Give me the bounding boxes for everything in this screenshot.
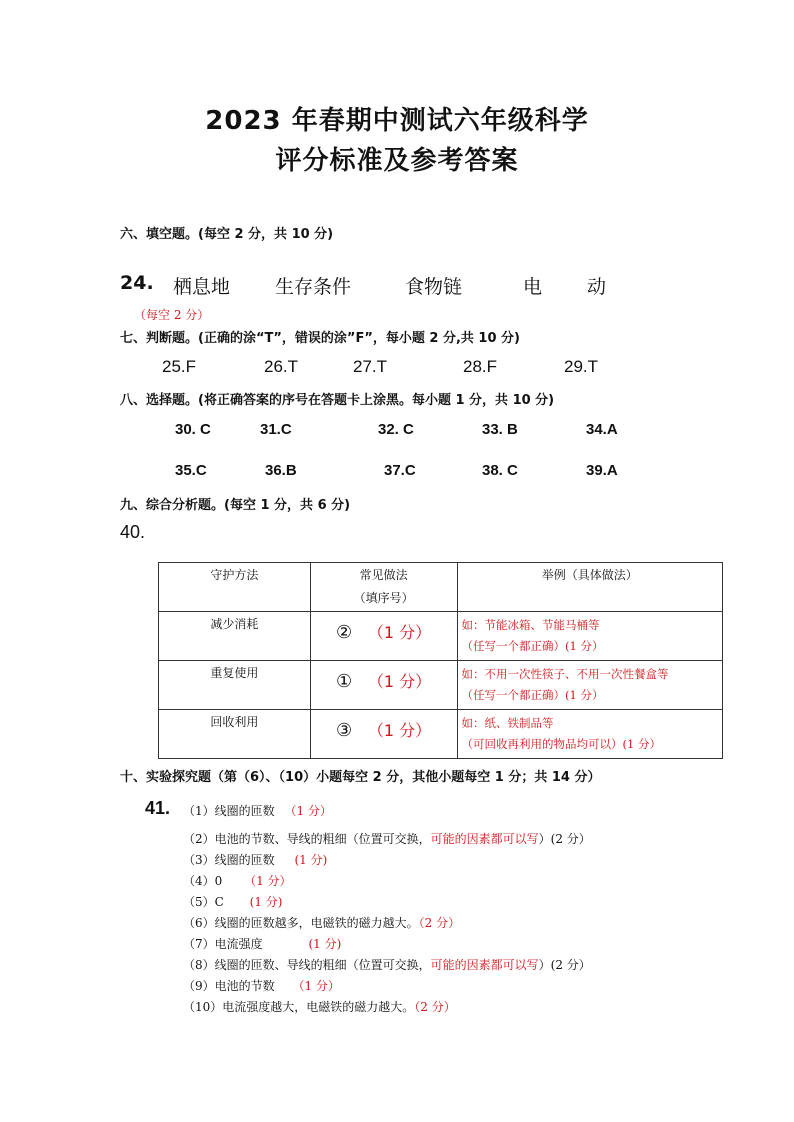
header-example-label: 举例（具体做法）: [541, 568, 638, 582]
q41-item-1-score: （1 分）: [284, 804, 332, 818]
row1-example-line2: （任写一个都正确）(1 分）: [461, 639, 604, 653]
row2-example: [457, 661, 723, 710]
row1-symbol: ②: [336, 622, 353, 643]
q41-item-1-label: （1）线圈的匝数: [183, 804, 275, 818]
q41-item-4: [183, 872, 292, 889]
row3-example: [457, 710, 723, 759]
tf-answer-27: 27.T: [353, 357, 388, 376]
q41-item-7-score: (1 分): [308, 937, 342, 951]
header-practice: [310, 563, 457, 612]
q41-item-10-label: （10）电流强度越大，电磁铁的磁力越大。: [183, 1000, 415, 1014]
header-method: [159, 563, 311, 612]
q41-item-8: [183, 956, 591, 973]
q41-item-2-score: ）(2 分）: [538, 832, 591, 846]
header-practice-line2: （填序号）: [353, 591, 414, 605]
q24-answer-2: 生存条件: [275, 276, 352, 298]
q41-item-10: [183, 998, 456, 1015]
mc-answer-39: 39.A: [586, 462, 618, 479]
row1-practice: [310, 612, 457, 661]
q41-item-6-label: （6）线圈的匝数越多，电磁铁的磁力越大。: [183, 916, 419, 930]
mc-answer-33: 33. B: [482, 421, 518, 438]
q41-item-8-label: （8）线圈的匝数、导线的粗细（位置可交换，: [183, 958, 431, 972]
row1-example: [457, 612, 723, 661]
q41-item-6: [183, 914, 460, 931]
q41-item-2-label: （2）电池的节数、导线的粗细（位置可交换，: [183, 832, 431, 846]
q41-item-5-label: （5）C: [183, 895, 224, 909]
q41-item-5-score: (1 分): [249, 895, 283, 909]
q40-table: [158, 562, 723, 759]
q41-item-9: [183, 977, 340, 994]
q41-item-3: [183, 851, 327, 868]
q41-item-7: [183, 935, 341, 952]
q41-item-3-label: （3）线圈的匝数: [183, 853, 275, 867]
row2-symbol: ①: [336, 671, 353, 692]
tf-answer-28: 28.F: [463, 357, 498, 376]
q41-number: 41.: [145, 798, 171, 818]
q41-item-3-score: (1 分): [294, 853, 328, 867]
q41-item-7-label: （7）电流强度: [183, 937, 263, 951]
header-example: [457, 563, 723, 612]
row2-example-line1: 如：不用一次性筷子、不用一次性餐盒等: [461, 667, 669, 681]
q40-number: 40.: [120, 522, 146, 542]
mc-answer-37: 37.C: [384, 462, 416, 479]
q41-item-2-extra: 可能的因素都可以写: [430, 832, 539, 846]
q41-item-9-score: （1 分）: [292, 979, 340, 993]
q41-item-4-score: （1 分）: [244, 874, 292, 888]
row3-example-line1: 如：纸、铁制品等: [461, 716, 554, 730]
q41-item-5: [183, 893, 282, 910]
row2-score: （1 分）: [367, 672, 432, 691]
q40-table-header: [159, 563, 723, 612]
mc-answer-32: 32. C: [378, 421, 414, 438]
tf-answer-26: 26.T: [264, 357, 299, 376]
tf-answer-29: 29.T: [564, 357, 599, 376]
row3-method: 回收利用: [159, 710, 311, 759]
q24-number: 24.: [120, 272, 154, 294]
mc-answer-36: 36.B: [265, 462, 297, 479]
row1-score: （1 分）: [367, 623, 432, 642]
row3-score: （1 分）: [367, 721, 432, 740]
header-practice-line1: 常见做法: [359, 568, 408, 582]
row2-method: 重复使用: [159, 661, 311, 710]
q24-answer-1: 栖息地: [173, 276, 231, 298]
mc-answer-35: 35.C: [175, 462, 207, 479]
mc-answer-31: 31.C: [260, 421, 292, 438]
table-row: [159, 612, 723, 661]
table-row: [159, 661, 723, 710]
q41-item-8-extra: 可能的因素都可以写: [430, 958, 539, 972]
q24-answer-4: 电: [523, 276, 543, 298]
row1-example-line1: 如：节能冰箱、节能马桶等: [461, 618, 600, 632]
q41-item-6-score: （2 分）: [418, 916, 461, 930]
mc-answer-34: 34.A: [586, 421, 618, 438]
q41-item-4-label: （4）0: [183, 874, 223, 888]
section-7-heading: 七、判断题。(正确的涂“T”，错误的涂”F”，每小题 2 分,共 10 分): [120, 331, 520, 346]
table-row: [159, 710, 723, 759]
section-10-heading: 十、实验探究题（第（6）、（10）小题每空 2 分，其他小题每空 1 分；共 14 分）: [120, 770, 601, 785]
q24-answer-5: 动: [587, 276, 607, 298]
mc-answer-30: 30. C: [175, 421, 211, 438]
q41-item-8-score: ）(2 分）: [538, 958, 591, 972]
page-subtitle: 评分标准及参考答案: [275, 146, 519, 176]
section-9-heading: 九、综合分析题。(每空 1 分，共 6 分): [120, 498, 351, 513]
q41-item-2: [183, 830, 591, 847]
mc-answer-38: 38. C: [482, 462, 518, 479]
tf-answer-25: 25.F: [162, 357, 197, 376]
row2-example-line2: （任写一个都正确）(1 分）: [461, 688, 604, 702]
row3-symbol: ③: [336, 720, 353, 741]
row3-example-line2: （可回收再利用的物品均可以）(1 分）: [461, 737, 661, 751]
q41-item-1: [183, 802, 332, 819]
section-6-heading: 六、填空题。(每空 2 分，共 10 分): [120, 227, 334, 242]
row3-practice: [310, 710, 457, 759]
q41-item-10-score: （2 分）: [414, 1000, 456, 1014]
header-method-label: 守护方法: [210, 568, 259, 582]
page-title: 2023 年春期中测试六年级科学: [205, 106, 589, 136]
q41-item-9-label: （9）电池的节数: [183, 979, 275, 993]
row1-method: 减少消耗: [159, 612, 311, 661]
q24-answer-3: 食物链: [405, 276, 463, 298]
section-8-heading: 八、选择题。(将正确答案的序号在答题卡上涂黑。每小题 1 分，共 10 分): [120, 393, 555, 408]
q24-score-note: （每空 2 分）: [134, 308, 210, 322]
row2-practice: [310, 661, 457, 710]
